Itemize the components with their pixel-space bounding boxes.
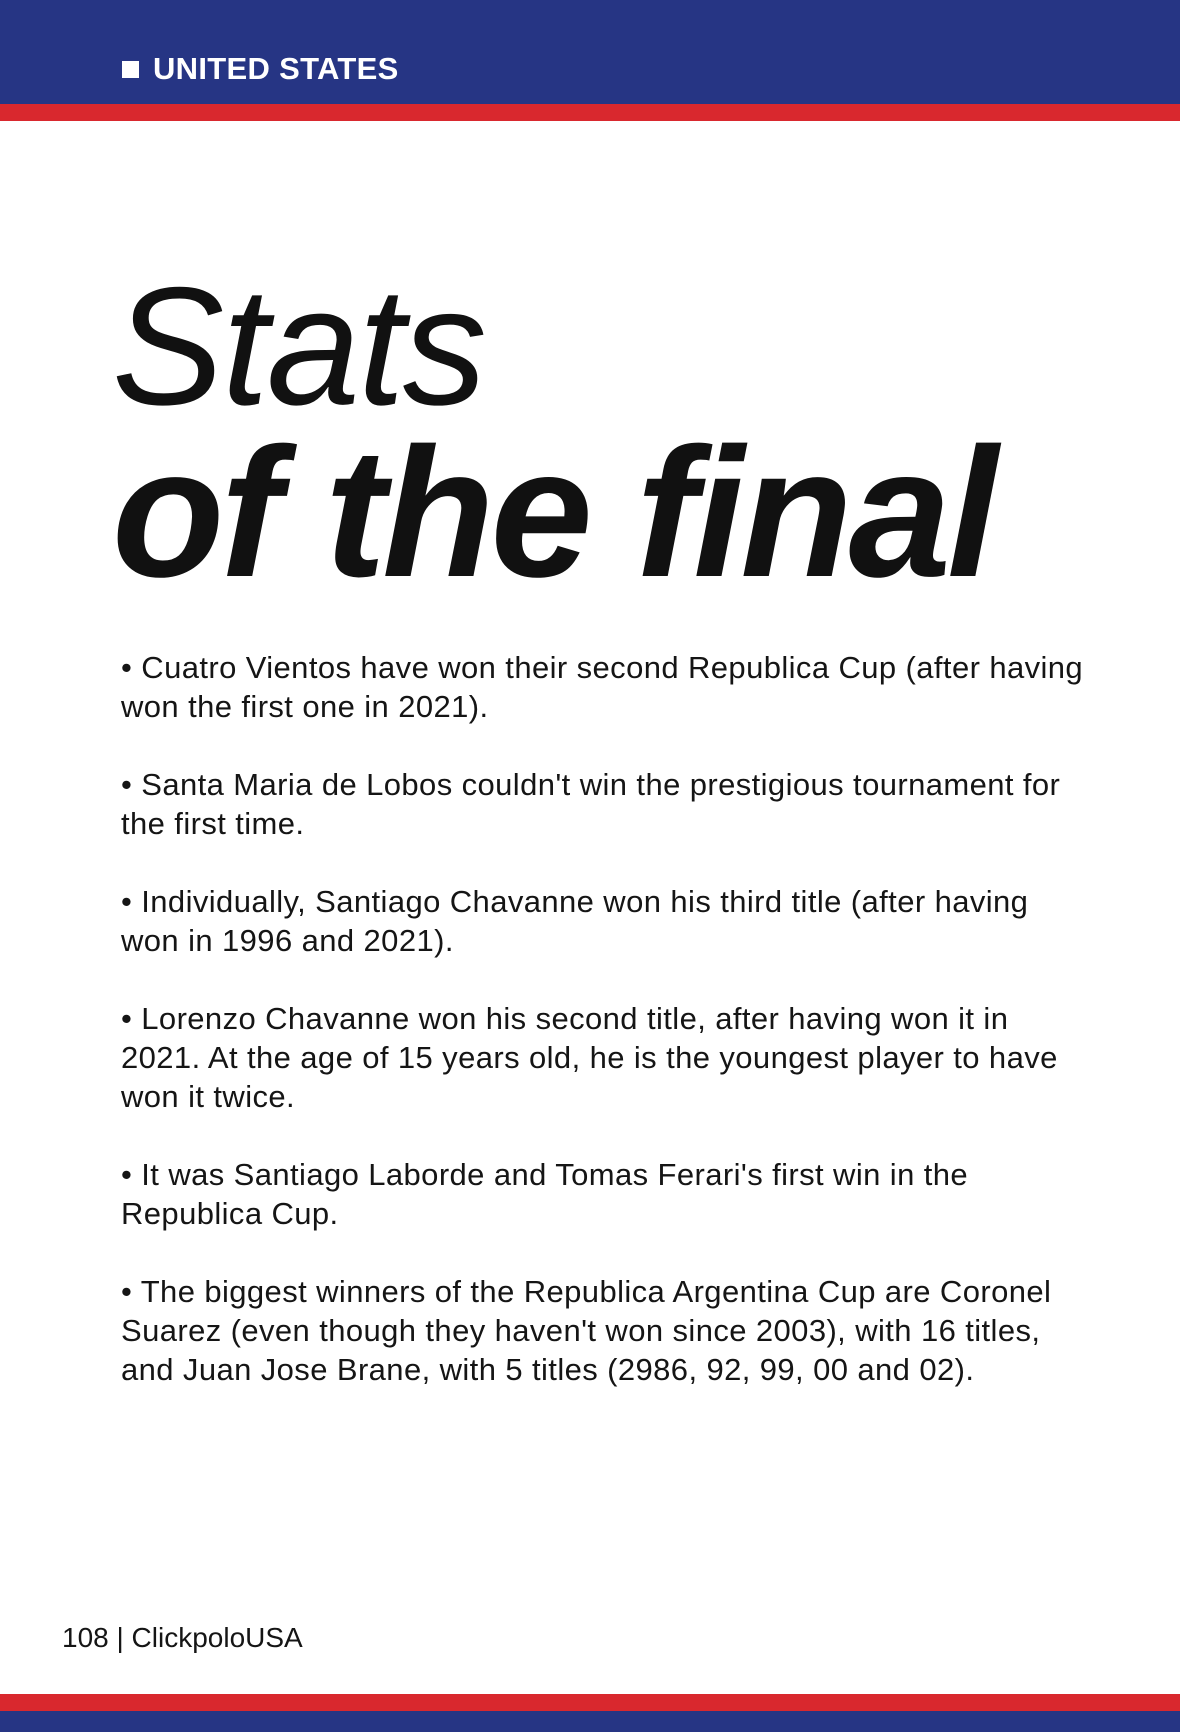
stat-item: • Cuatro Vientos have won their second Republica Cup (after having won the first one in 2021).: [121, 648, 1091, 726]
title-line-stats: Stats: [112, 252, 485, 440]
header-stripe: [0, 104, 1180, 121]
stats-list: [121, 648, 1091, 1428]
footer-stripe: [0, 1694, 1180, 1711]
stat-item: • Santa Maria de Lobos couldn't win the prestigious tournament for the first time.: [121, 765, 1091, 843]
footer-band: [0, 1711, 1180, 1732]
stat-item: • Lorenzo Chavanne won his second title, after having won it in 2021. At the age of 15 years old, he is the youngest player to have won it twice.: [121, 999, 1091, 1116]
square-bullet-icon: [122, 61, 139, 78]
title-line-final: of the final: [112, 409, 995, 615]
section-label: [122, 48, 399, 90]
stat-item: • Individually, Santiago Chavanne won his third title (after having won in 1996 and 2021).: [121, 882, 1091, 960]
page-footer: 108 | ClickpoloUSA: [62, 1622, 303, 1653]
page-title: [112, 252, 1092, 615]
section-label-text: UNITED STATES: [153, 51, 399, 86]
stat-item: • It was Santiago Laborde and Tomas Ferari's first win in the Republica Cup.: [121, 1155, 1091, 1233]
stat-item: • The biggest winners of the Republica Argentina Cup are Coronel Suarez (even though they haven't won since 2003), with 16 titles, and Juan Jose Brane, with 5 titles (2986, 92, 99, 00 and 02).: [121, 1272, 1091, 1389]
